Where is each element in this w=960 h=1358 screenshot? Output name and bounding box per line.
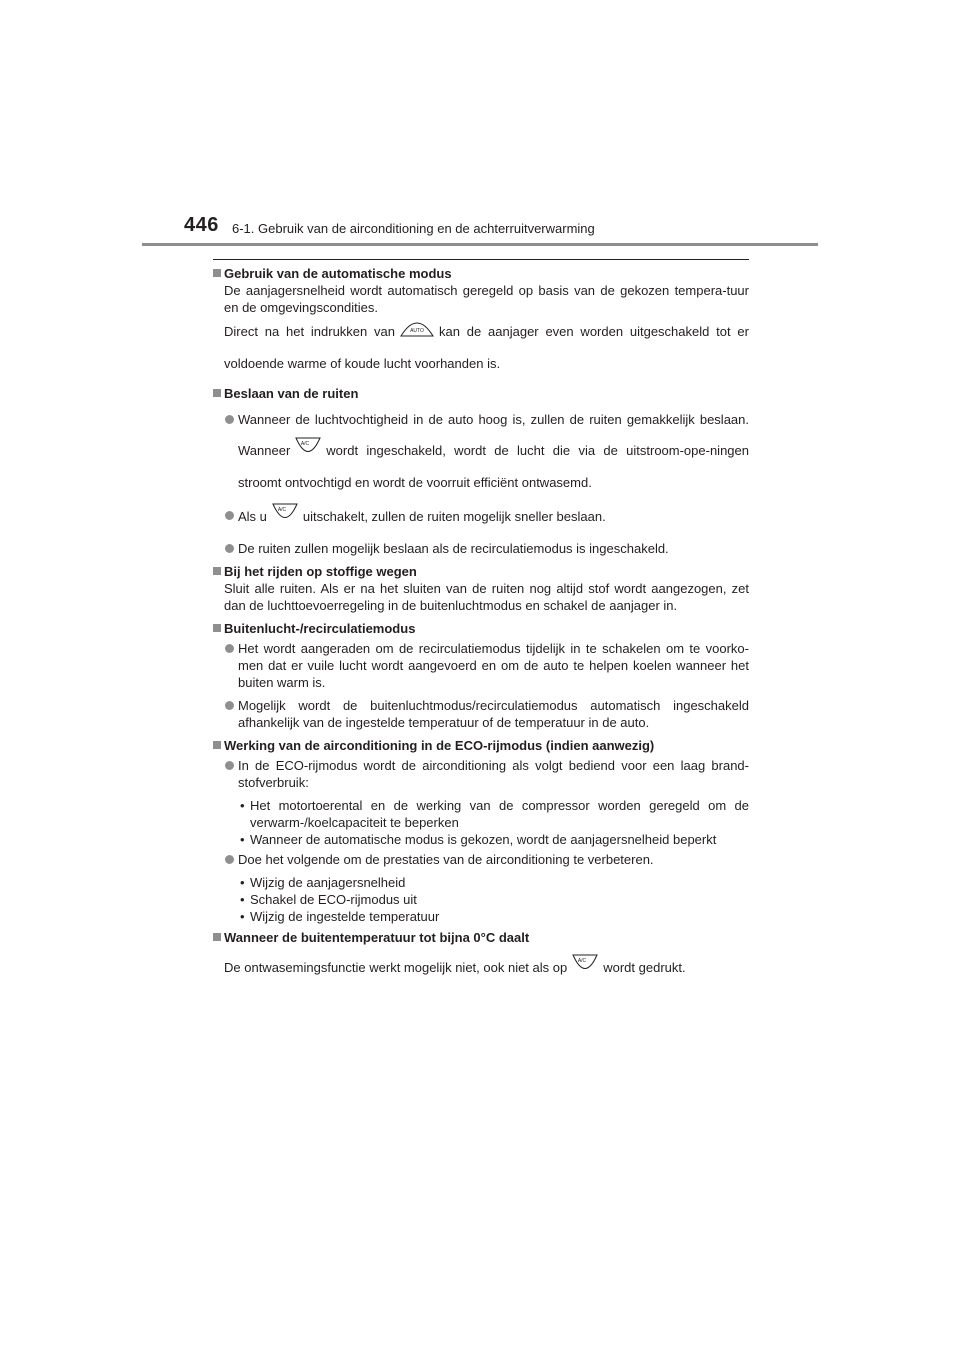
page-content <box>213 265 749 985</box>
square-marker-icon <box>213 567 221 575</box>
square-marker-icon <box>213 269 221 277</box>
list-item: Het wordt aangeraden om de recirculatiemodus tijdelijk in te schakelen om te voorko-men dat er vuile lucht wordt aangevoerd en om de auto te helpen koelen wanneer het buiten warm is. <box>213 640 749 691</box>
svg-text:A/C: A/C <box>277 507 287 513</box>
paragraph: Sluit alle ruiten. Als er na het sluiten van de ruiten nog altijd stof wordt aangezogen, zet dan de luchttoevoerregeling in de buitenluchtmodus en schakel de aanjager in. <box>224 581 749 613</box>
header-divider <box>142 243 818 246</box>
page-number: 446 <box>184 214 219 236</box>
bullet-dot-icon <box>225 855 234 864</box>
bullet-mark: • <box>240 798 245 813</box>
square-marker-icon <box>213 624 221 632</box>
section-cold-temperature <box>213 929 749 985</box>
section-title: Buitenlucht-/recirculatiemodus <box>224 621 416 636</box>
list-item: Wanneer de luchtvochtigheid in de auto hoog is, zullen de ruiten gemakkelijk beslaan. Wanneer A/C wordt ingeschakeld, wordt de lucht die via de uitstroom-ope-ningen stroomt ontvochtigd en wordt de voorruit efficiënt ontwasemd. <box>213 405 749 498</box>
bullet-dot-icon <box>225 644 234 653</box>
paragraph-with-icon: De ontwasemingsfunctie werkt mogelijk niet, ook niet als op A/C wordt gedrukt. <box>213 952 749 985</box>
page-header <box>0 0 960 250</box>
sub-list-item: • Schakel de ECO-rijmodus uit <box>240 892 417 907</box>
svg-text:AUTO: AUTO <box>410 328 424 334</box>
bullet-dot-icon <box>225 415 234 424</box>
chapter-title: 6-1. Gebruik van de airconditioning en de achterruitverwarming <box>232 221 595 236</box>
section-title: Gebruik van de automatische modus <box>224 266 452 281</box>
paragraph-with-icon: Direct na het indrukken van AUTO kan de aanjager even worden uitgeschakeld tot er voldoende warme of koude lucht voorhanden is. <box>213 316 749 379</box>
bullet-dot-icon <box>225 511 234 520</box>
auto-button-icon <box>399 316 435 349</box>
list-item: In de ECO-rijmodus wordt de airconditioning als volgt bediend voor een laag brand-stofverbruik: <box>213 757 749 791</box>
sub-list-item: • Wanneer de automatische modus is gekozen, wordt de aanjagersnelheid beperkt <box>240 832 717 847</box>
bullet-dot-icon <box>225 701 234 710</box>
ac-button-icon <box>294 435 322 468</box>
bullet-mark: • <box>240 892 245 907</box>
bullet-mark: • <box>240 875 245 890</box>
content-top-rule <box>213 259 749 260</box>
square-marker-icon <box>213 933 221 941</box>
section-title: Werking van de airconditioning in de ECO-rijmodus (indien aanwezig) <box>224 738 655 753</box>
ac-button-icon <box>271 501 299 534</box>
sub-list-item: • Wijzig de aanjagersnelheid <box>240 875 406 890</box>
paragraph: De aanjagersnelheid wordt automatisch geregeld op basis van de gekozen tempera-tuur en de omgevingscondities. <box>224 283 749 315</box>
section-recirculation <box>213 620 749 731</box>
bullet-mark: • <box>240 909 245 924</box>
square-marker-icon <box>213 389 221 397</box>
square-marker-icon <box>213 741 221 749</box>
sub-list-item: • Het motortoerental en de werking van de compressor worden geregeld om de verwarm-/koelcapaciteit te beperken <box>240 798 749 830</box>
list-item: Doe het volgende om de prestaties van de airconditioning te verbeteren. <box>213 851 749 868</box>
section-eco-mode <box>213 737 749 925</box>
bullet-mark: • <box>240 832 245 847</box>
list-item: Mogelijk wordt de buitenluchtmodus/recirculatiemodus automatisch ingeschakeld afhankelijk van de ingestelde temperatuur of de temperatuur in de auto. <box>213 697 749 731</box>
section-title: Bij het rijden op stoffige wegen <box>224 564 417 579</box>
svg-text:A/C: A/C <box>301 441 310 447</box>
bullet-dot-icon <box>225 544 234 553</box>
section-dusty-roads <box>213 563 749 614</box>
section-fogging <box>213 385 749 557</box>
ac-button-icon <box>571 952 599 985</box>
list-item: Als u A/C uitschakelt, zullen de ruiten mogelijk sneller beslaan. <box>213 501 749 534</box>
bullet-dot-icon <box>225 761 234 770</box>
list-item: De ruiten zullen mogelijk beslaan als de recirculatiemodus is ingeschakeld. <box>213 540 749 557</box>
svg-text:A/C: A/C <box>578 958 587 964</box>
sub-list-item: • Wijzig de ingestelde temperatuur <box>240 909 440 924</box>
section-auto-mode <box>213 265 749 379</box>
section-title: Beslaan van de ruiten <box>224 386 359 401</box>
section-title: Wanneer de buitentemperatuur tot bijna 0°C daalt <box>224 930 530 945</box>
